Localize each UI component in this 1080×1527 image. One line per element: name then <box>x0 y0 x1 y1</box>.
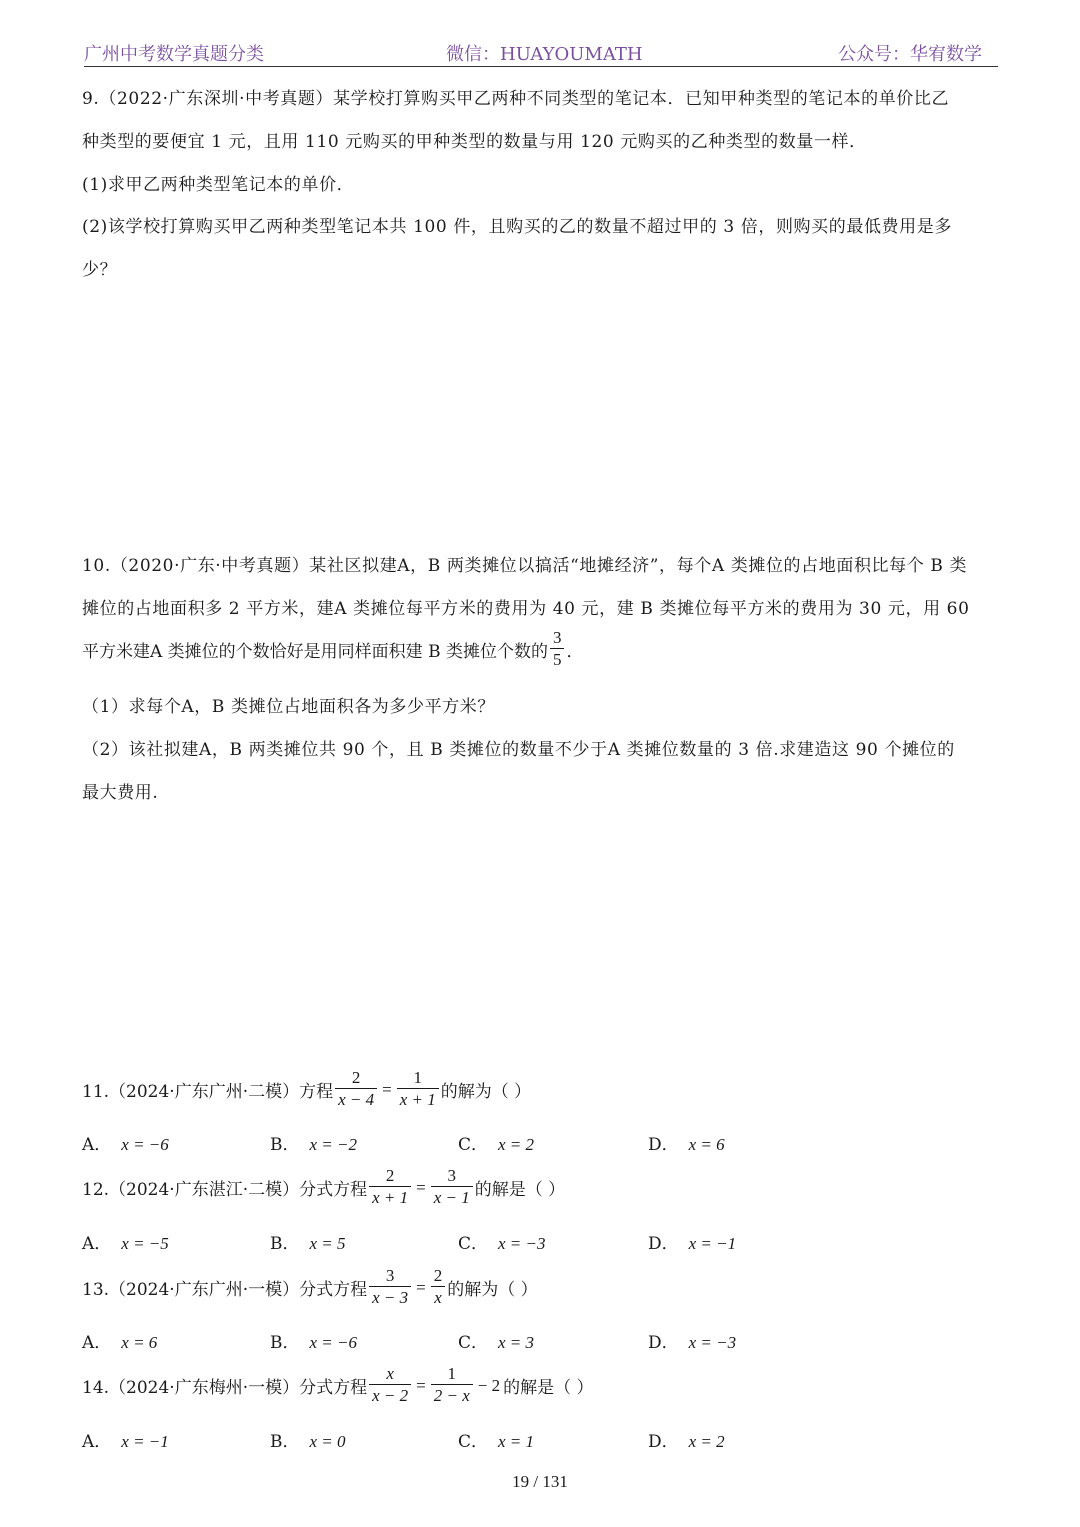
header-series-title: 广州中考数学真题分类 <box>84 44 264 65</box>
option-value: x = −2 <box>309 1135 357 1154</box>
option-value: x = −5 <box>121 1234 169 1253</box>
option-c[interactable] <box>458 1427 534 1452</box>
fraction-numerator: 2 <box>385 1166 395 1185</box>
fraction <box>431 1166 473 1209</box>
option-d[interactable] <box>648 1328 736 1353</box>
option-label: A． <box>82 1234 112 1254</box>
q13-options <box>82 1328 782 1352</box>
option-value: x = −1 <box>121 1432 169 1451</box>
q9-line: 少？ <box>82 260 118 280</box>
q11-stem <box>82 1068 531 1111</box>
option-d[interactable] <box>648 1130 725 1155</box>
fraction-numerator: 1 <box>413 1068 422 1087</box>
q11-options <box>82 1130 782 1154</box>
option-value: x = 5 <box>309 1234 346 1253</box>
option-value: x = 2 <box>688 1432 725 1451</box>
q12-options <box>82 1229 782 1253</box>
fraction <box>369 1266 411 1309</box>
q14-prefix: 14.（2024·广东梅州·一模）分式方程 <box>82 1378 368 1398</box>
q10-line-fraction <box>82 628 583 671</box>
option-value: x = 3 <box>498 1333 535 1352</box>
q9-line: 种类型的要便宜 1 元，且用 110 元购买的甲种类型的数量与用 120 元购买的乙种类型的数量一样． <box>82 132 867 152</box>
option-value: x = −3 <box>498 1234 546 1253</box>
q9-part2: (2)该学校打算购买甲乙两种类型笔记本共 100 件，且购买的乙的数量不超过甲的 3 倍，则购买的最低费用是多 <box>82 217 952 237</box>
fraction-numerator: 2 <box>351 1068 361 1087</box>
fraction <box>335 1068 377 1111</box>
equals-sign: = <box>382 1079 392 1099</box>
option-b[interactable] <box>270 1229 346 1254</box>
fraction-denominator: x − 3 <box>369 1286 411 1309</box>
q9-part1: (1)求甲乙两种类型笔记本的单价． <box>82 175 355 195</box>
q14-stem <box>82 1364 594 1407</box>
option-value: x = −6 <box>309 1333 357 1352</box>
option-label: A． <box>82 1333 112 1353</box>
option-value: x = −6 <box>121 1135 169 1154</box>
q12-suffix: 的解是（ ） <box>474 1180 566 1200</box>
q10-period: ． <box>566 642 584 662</box>
fraction-denominator: x + 1 <box>369 1186 411 1209</box>
q10-line: 最大费用. <box>82 783 159 803</box>
option-label: A． <box>82 1135 112 1155</box>
q12-stem <box>82 1166 565 1209</box>
q13-suffix: 的解为（ ） <box>447 1280 538 1300</box>
fraction-numerator: 1 <box>447 1364 456 1383</box>
q12-prefix: 12.（2024·广东湛江·二模）分式方程 <box>82 1180 368 1200</box>
option-b[interactable] <box>270 1130 357 1155</box>
option-value: x = 6 <box>688 1135 725 1154</box>
fraction-denominator: x − 2 <box>369 1384 411 1407</box>
q10-text: 平方米建A 类摊位的个数恰好是用同样面积建 B 类摊位个数的 <box>82 642 548 662</box>
q14-suffix: 的解是（ ） <box>503 1378 594 1398</box>
option-a[interactable] <box>82 1229 169 1254</box>
header-account: 公众号：华宥数学 <box>838 44 982 65</box>
option-d[interactable] <box>648 1427 725 1452</box>
fraction-numerator: x <box>386 1364 394 1383</box>
option-b[interactable] <box>270 1427 346 1452</box>
option-value: x = −1 <box>688 1234 737 1253</box>
q11-suffix: 的解为（ ） <box>440 1082 532 1102</box>
q10-part2: （2）该社拟建A，B 两类摊位共 90 个，且 B 类摊位的数量不少于A 类摊位数量的 3 倍.求建造这 90 个摊位的 <box>82 740 955 760</box>
option-label: D． <box>648 1234 679 1254</box>
minus-term: − 2 <box>477 1375 501 1395</box>
fraction-numerator: 3 <box>552 628 562 647</box>
q9-line: 9.（2022·广东深圳·中考真题）某学校打算购买甲乙两种不同类型的笔记本．已知甲种类型的笔记本的单价比乙 <box>82 89 950 109</box>
page-number: 19 / 131 <box>512 1472 568 1491</box>
fraction-numerator: 3 <box>385 1266 395 1285</box>
fraction-denominator: x + 1 <box>397 1088 439 1111</box>
option-label: C． <box>458 1432 489 1452</box>
option-label: A． <box>82 1432 112 1452</box>
q10-part1: （1）求每个A，B 类摊位占地面积各为多少平方米？ <box>82 697 495 717</box>
option-c[interactable] <box>458 1328 534 1353</box>
option-c[interactable] <box>458 1130 534 1155</box>
q10-line: 摊位的占地面积多 2 平方米，建A 类摊位每平方米的费用为 40 元，建 B 类摊位每平方米的费用为 30 元，用 60 <box>82 599 970 619</box>
fraction-denominator: x − 4 <box>335 1088 377 1111</box>
option-label: B． <box>270 1333 300 1353</box>
fraction <box>397 1068 439 1111</box>
option-value: x = 2 <box>498 1135 535 1154</box>
q13-stem <box>82 1266 538 1309</box>
option-label: C． <box>458 1333 489 1353</box>
option-label: D． <box>648 1135 679 1155</box>
header-wechat: 微信：HUAYOUMATH <box>446 44 643 65</box>
q11-prefix: 11.（2024·广东广州·二模）方程 <box>82 1082 334 1102</box>
option-label: D． <box>648 1333 679 1353</box>
option-d[interactable] <box>648 1229 736 1254</box>
equals-sign: = <box>416 1375 426 1395</box>
option-label: B． <box>270 1135 300 1155</box>
option-a[interactable] <box>82 1328 157 1353</box>
equals-sign: = <box>416 1177 426 1197</box>
fraction <box>369 1166 411 1209</box>
equals-sign: = <box>416 1277 426 1297</box>
option-a[interactable] <box>82 1130 169 1155</box>
fraction-numerator: 3 <box>447 1166 456 1185</box>
option-label: D． <box>648 1432 679 1452</box>
fraction-denominator: x − 1 <box>431 1186 473 1209</box>
fraction-denominator: 5 <box>550 648 565 671</box>
option-a[interactable] <box>82 1427 169 1452</box>
fraction-numerator: 2 <box>433 1266 443 1285</box>
fraction <box>550 628 565 671</box>
q10-line: 10.（2020·广东·中考真题）某社区拟建A，B 两类摊位以搞活“地摊经济”，每个A 类摊位的占地面积比每个 B 类 <box>82 556 968 576</box>
option-value: x = 6 <box>121 1333 158 1352</box>
fraction-denominator: 2 − x <box>431 1384 473 1407</box>
option-c[interactable] <box>458 1229 546 1254</box>
option-label: B． <box>270 1234 300 1254</box>
fraction-denominator: x <box>431 1286 445 1309</box>
fraction <box>369 1364 411 1407</box>
option-b[interactable] <box>270 1328 357 1353</box>
option-value: x = −3 <box>688 1333 737 1352</box>
fraction <box>431 1266 446 1309</box>
q13-prefix: 13.（2024·广东广州·一模）分式方程 <box>82 1280 368 1300</box>
page-header <box>84 36 998 67</box>
fraction <box>431 1364 473 1407</box>
option-value: x = 1 <box>498 1432 535 1451</box>
option-label: B． <box>270 1432 300 1452</box>
option-label: C． <box>458 1234 489 1254</box>
option-label: C． <box>458 1135 489 1155</box>
option-value: x = 0 <box>309 1432 346 1451</box>
q14-options <box>82 1427 782 1451</box>
